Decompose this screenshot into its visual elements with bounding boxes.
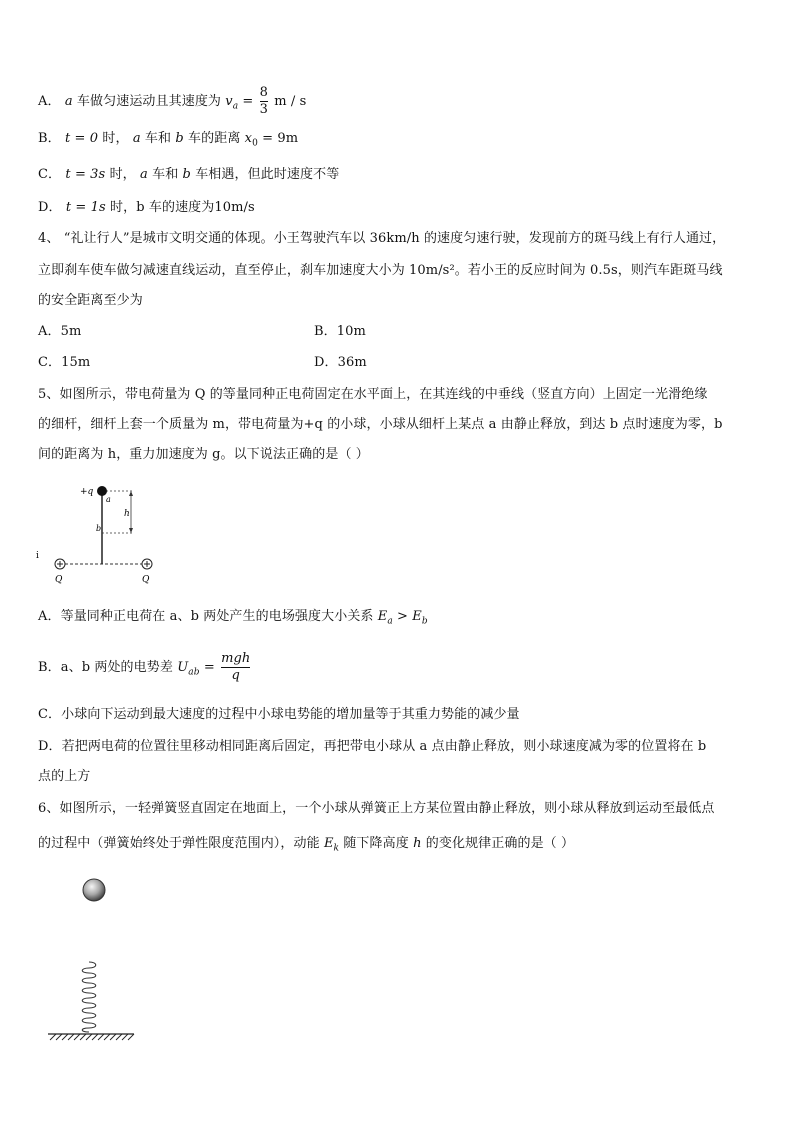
- math-subscript: b: [421, 616, 428, 627]
- option-text: 车做匀速运动且其速度为: [76, 94, 222, 109]
- arrow-head-up: [129, 491, 133, 496]
- math-eq: t = 3s: [65, 167, 106, 182]
- option-label: D．: [38, 200, 62, 215]
- ground-hatching: [50, 1034, 134, 1040]
- charge-left-label: Q: [55, 575, 63, 585]
- math-symbol: E: [323, 836, 334, 851]
- option-text: 车的距离: [188, 131, 241, 146]
- option-text: 时，: [109, 167, 136, 182]
- fraction-numerator: 8: [259, 85, 269, 100]
- q5-stem-line2: 的细杆，细杆上套一个质量为 m，带电荷量为+q 的小球，小球从细杆上某点 a 由静止释放，到达 b 点时速度为零，b: [38, 417, 723, 432]
- q4-stem-line1: 4、 “礼让行人”是城市文明交通的体现。小王驾驶汽车以 36km/h 的速度匀速行驶，发现前方的斑马线上有行人通过，: [38, 231, 726, 246]
- q6-stem-line2: [38, 835, 574, 858]
- spring: [82, 962, 96, 1032]
- q5-option-a: [38, 608, 428, 631]
- unit: m / s: [274, 94, 307, 109]
- q3-option-b: [38, 130, 298, 153]
- option-text: 车相遇，但此时速度不等: [195, 167, 340, 182]
- stem-text: 随下降高度: [339, 836, 414, 851]
- q5-option-c: C．小球向下运动到最大速度的过程中小球电势能的增加量等于其重力势能的减少量: [38, 707, 520, 722]
- fraction-denominator: q: [231, 668, 240, 683]
- q4-option-b: B．10m: [314, 324, 366, 339]
- q4-option-a: A．5m: [38, 324, 82, 339]
- q4-option-d: D．36m: [314, 355, 367, 370]
- q5-option-b: [38, 652, 252, 683]
- math-eq: =: [203, 660, 220, 675]
- q5-stem-line1: 5、如图所示，带电荷量为 Q 的等量同种正电荷固定在水平面上，在其连线的中垂线（竖直方向）上固定一光滑绝缘: [38, 387, 708, 402]
- point-a-label: a: [106, 495, 111, 504]
- q4-stem-line2: 立即刹车使车做匀减速直线运动，直至停止，刹车加速度大小为 10m/s²。若小王的反应时间为 0.5s，则汽车距斑马线: [38, 263, 723, 278]
- option-text: 车和: [152, 167, 179, 182]
- math-var: b: [182, 167, 191, 182]
- option-label: B．: [38, 131, 61, 146]
- q3-option-a: [38, 86, 306, 117]
- option-label: C．: [38, 167, 62, 182]
- math-eq: t = 0: [65, 131, 99, 146]
- math-var: h: [413, 836, 422, 851]
- stem-text: 的变化规律正确的是（ ）: [421, 836, 575, 851]
- fraction: [260, 86, 268, 117]
- q3-option-c: [38, 166, 339, 184]
- stem-text: 的过程中（弹簧始终处于弹性限度范围内），动能: [38, 836, 324, 851]
- q6-stem-line1: 6、如图所示，一轻弹簧竖直固定在地面上，一个小球从弹簧正上方某位置由静止释放，则小球从释放到运动至最低点: [38, 801, 715, 816]
- math-symbol: x: [244, 131, 253, 146]
- math-value: = 9m: [257, 131, 299, 146]
- option-text: B．a、b 两处的电势差: [38, 660, 173, 675]
- q4-option-c: C．15m: [38, 355, 91, 370]
- fraction-denominator: 3: [259, 102, 269, 117]
- fraction-numerator: mgh: [221, 651, 251, 666]
- falling-ball: [83, 879, 105, 901]
- math-eq: =: [242, 94, 258, 109]
- option-text: A．等量同种正电荷在 a、b 两处产生的电场强度大小关系: [38, 609, 374, 624]
- arrow-head-down: [129, 528, 133, 533]
- math-relation: > E: [392, 609, 422, 624]
- q4-stem-line3: 的安全距离至少为: [38, 293, 143, 308]
- q5-stem-line3: 间的距离为 h，重力加速度为 g。以下说法正确的是（ ）: [38, 447, 369, 462]
- ball-charge-label: +q: [80, 487, 94, 497]
- q3-option-d: [38, 199, 255, 217]
- math-subscript: ab: [188, 667, 200, 678]
- q5-figure: [30, 478, 170, 590]
- math-symbol: U: [177, 660, 189, 675]
- option-text: 时，b 车的速度为10m/s: [110, 200, 255, 215]
- math-subscript: a: [387, 616, 393, 627]
- math-subscript: a: [232, 101, 239, 112]
- math-subscript: 0: [252, 138, 258, 149]
- q6-figure: [40, 872, 140, 1052]
- math-var: a: [64, 94, 73, 109]
- height-label: h: [124, 509, 130, 519]
- math-symbol: v: [225, 94, 233, 109]
- math-eq: t = 1s: [65, 200, 106, 215]
- figure-edge-mark: i: [36, 551, 39, 561]
- fraction: [221, 652, 250, 683]
- math-var: a: [132, 131, 141, 146]
- point-b-label: b: [96, 524, 102, 533]
- charge-right-label: Q: [142, 575, 150, 585]
- option-text: 时，: [102, 131, 129, 146]
- math-subscript: k: [333, 843, 340, 854]
- q5-option-d-line2: 点的上方: [38, 769, 91, 784]
- math-var: a: [140, 167, 148, 182]
- option-text: 车和: [144, 131, 172, 146]
- math-symbol: E: [377, 609, 388, 624]
- q5-option-d-line1: D．若把两电荷的位置往里移动相同距离后固定，再把带电小球从 a 点由静止释放，则小球速度减为零的位置将在 b: [38, 739, 707, 754]
- math-var: b: [175, 131, 184, 146]
- option-label: A．: [38, 94, 61, 109]
